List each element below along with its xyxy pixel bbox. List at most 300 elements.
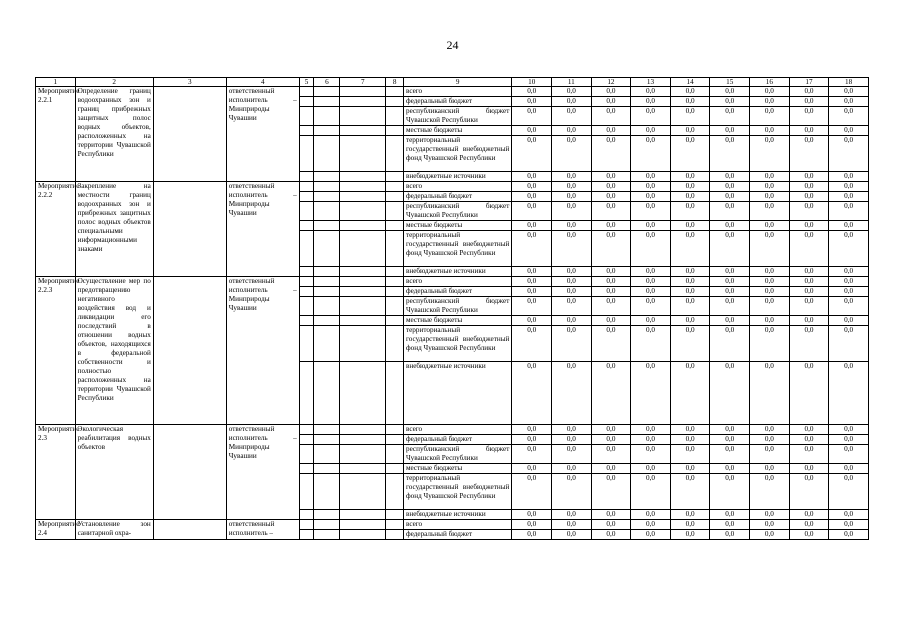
funding-value: 0,0 [829, 316, 869, 326]
budget-code-cell [299, 277, 314, 287]
budget-code-cell [386, 87, 404, 97]
funding-value: 0,0 [591, 425, 631, 435]
budget-code-cell [386, 182, 404, 192]
budget-code-cell [299, 287, 314, 297]
page-number: 24 [446, 38, 459, 52]
funding-value: 0,0 [552, 435, 592, 445]
funding-value: 0,0 [750, 87, 790, 97]
funding-value: 0,0 [710, 287, 750, 297]
budget-code-cell [299, 474, 314, 510]
funding-value: 0,0 [829, 445, 869, 464]
table-row [36, 87, 869, 97]
budget-code-cell [299, 107, 314, 126]
funding-value: 0,0 [710, 445, 750, 464]
budget-code-cell [340, 277, 386, 287]
funding-value: 0,0 [829, 202, 869, 221]
funding-value: 0,0 [591, 202, 631, 221]
funding-value: 0,0 [789, 277, 829, 287]
funding-value: 0,0 [631, 231, 671, 267]
funding-value: 0,0 [670, 297, 710, 316]
funding-value: 0,0 [670, 87, 710, 97]
budget-code-cell [340, 435, 386, 445]
funding-value: 0,0 [512, 277, 552, 287]
budget-code-cell [340, 126, 386, 136]
column-number-header: 11 [552, 78, 592, 87]
funding-value: 0,0 [789, 287, 829, 297]
budget-code-cell [299, 202, 314, 221]
funding-value: 0,0 [591, 316, 631, 326]
funding-value: 0,0 [512, 445, 552, 464]
budget-code-cell [314, 520, 340, 530]
funding-value: 0,0 [631, 297, 671, 316]
funding-value: 0,0 [750, 192, 790, 202]
funding-value: 0,0 [710, 316, 750, 326]
funding-value: 0,0 [789, 107, 829, 126]
funding-value: 0,0 [512, 136, 552, 172]
budget-code-cell [299, 172, 314, 182]
responsible-executor: ответственный исполнитель – Минприроды Чувашии [226, 182, 299, 277]
funding-value: 0,0 [552, 316, 592, 326]
funding-value: 0,0 [512, 107, 552, 126]
budget-code-cell [314, 445, 340, 464]
budget-code-cell [340, 136, 386, 172]
budget-code-cell [299, 510, 314, 520]
funding-source: территориальный государственный внебюджетный фонд Чувашской Республики [403, 231, 511, 267]
budget-code-cell [314, 136, 340, 172]
funding-value: 0,0 [670, 362, 710, 425]
participant-cell [153, 425, 226, 520]
budget-code-cell [340, 87, 386, 97]
column-number-header: 10 [512, 78, 552, 87]
funding-source: федеральный бюджет [403, 97, 511, 107]
funding-source: федеральный бюджет [403, 287, 511, 297]
funding-value: 0,0 [552, 182, 592, 192]
funding-value: 0,0 [829, 182, 869, 192]
funding-value: 0,0 [829, 231, 869, 267]
funding-value: 0,0 [591, 172, 631, 182]
budget-code-cell [340, 362, 386, 425]
funding-value: 0,0 [710, 326, 750, 362]
funding-value: 0,0 [591, 520, 631, 530]
budget-code-cell [314, 474, 340, 510]
budget-code-cell [314, 202, 340, 221]
budget-code-cell [386, 231, 404, 267]
funding-value: 0,0 [750, 474, 790, 510]
budget-code-cell [340, 172, 386, 182]
funding-value: 0,0 [552, 287, 592, 297]
funding-value: 0,0 [631, 172, 671, 182]
budget-code-cell [299, 362, 314, 425]
column-number-header: 9 [403, 78, 511, 87]
funding-value: 0,0 [789, 425, 829, 435]
responsible-executor: ответственный исполнитель – Минприроды Чувашии [226, 277, 299, 425]
budget-code-cell [386, 126, 404, 136]
funding-value: 0,0 [591, 435, 631, 445]
funding-value: 0,0 [631, 87, 671, 97]
funding-value: 0,0 [710, 464, 750, 474]
funding-value: 0,0 [789, 192, 829, 202]
responsible-executor: ответственный исполнитель – Минприроды Чувашии [226, 425, 299, 520]
table-row [36, 182, 869, 192]
funding-value: 0,0 [750, 362, 790, 425]
funding-value: 0,0 [829, 474, 869, 510]
funding-value: 0,0 [631, 126, 671, 136]
funding-value: 0,0 [552, 202, 592, 221]
funding-value: 0,0 [631, 326, 671, 362]
funding-value: 0,0 [631, 277, 671, 287]
funding-value: 0,0 [591, 136, 631, 172]
funding-value: 0,0 [750, 97, 790, 107]
funding-value: 0,0 [552, 530, 592, 540]
budget-code-cell [340, 326, 386, 362]
funding-value: 0,0 [631, 445, 671, 464]
budget-code-cell [299, 520, 314, 530]
budget-code-cell [386, 221, 404, 231]
funding-value: 0,0 [750, 231, 790, 267]
column-number-header: 12 [591, 78, 631, 87]
funding-source: внебюджетные источники [403, 362, 511, 425]
funding-value: 0,0 [829, 362, 869, 425]
funding-value: 0,0 [710, 231, 750, 267]
funding-value: 0,0 [591, 97, 631, 107]
funding-value: 0,0 [789, 445, 829, 464]
column-number-header: 7 [340, 78, 386, 87]
funding-value: 0,0 [670, 182, 710, 192]
funding-value: 0,0 [631, 474, 671, 510]
column-number-header: 15 [710, 78, 750, 87]
funding-source: всего [403, 520, 511, 530]
funding-value: 0,0 [512, 126, 552, 136]
funding-value: 0,0 [710, 362, 750, 425]
funding-value: 0,0 [789, 362, 829, 425]
funding-value: 0,0 [552, 445, 592, 464]
funding-value: 0,0 [710, 297, 750, 316]
funding-value: 0,0 [552, 326, 592, 362]
funding-value: 0,0 [631, 362, 671, 425]
budget-code-cell [299, 267, 314, 277]
funding-value: 0,0 [512, 464, 552, 474]
funding-value: 0,0 [750, 277, 790, 287]
funding-value: 0,0 [591, 326, 631, 362]
funding-value: 0,0 [710, 277, 750, 287]
budget-code-cell [314, 182, 340, 192]
funding-source: республиканский бюджет Чувашской Республики [403, 202, 511, 221]
participant-cell [153, 520, 226, 540]
funding-value: 0,0 [591, 277, 631, 287]
measure-id: Мероприятие 2.4 [36, 520, 76, 540]
funding-value: 0,0 [829, 172, 869, 182]
funding-value: 0,0 [710, 136, 750, 172]
funding-value: 0,0 [710, 192, 750, 202]
budget-code-cell [299, 192, 314, 202]
budget-code-cell [340, 182, 386, 192]
funding-value: 0,0 [710, 126, 750, 136]
funding-value: 0,0 [829, 277, 869, 287]
funding-value: 0,0 [789, 172, 829, 182]
funding-value: 0,0 [552, 107, 592, 126]
budget-code-cell [340, 192, 386, 202]
funding-value: 0,0 [710, 474, 750, 510]
budget-code-cell [314, 530, 340, 540]
funding-value: 0,0 [552, 297, 592, 316]
budget-code-cell [340, 316, 386, 326]
budget-code-cell [340, 202, 386, 221]
budget-code-cell [314, 464, 340, 474]
funding-value: 0,0 [670, 221, 710, 231]
funding-value: 0,0 [631, 136, 671, 172]
funding-value: 0,0 [512, 474, 552, 510]
funding-value: 0,0 [591, 297, 631, 316]
funding-value: 0,0 [670, 520, 710, 530]
funding-value: 0,0 [591, 510, 631, 520]
funding-value: 0,0 [750, 445, 790, 464]
budget-code-cell [386, 316, 404, 326]
budget-code-cell [386, 97, 404, 107]
funding-value: 0,0 [512, 231, 552, 267]
budget-code-cell [299, 316, 314, 326]
budget-code-cell [314, 435, 340, 445]
column-number-row [36, 78, 869, 87]
funding-value: 0,0 [591, 287, 631, 297]
responsible-executor: ответственный исполнитель – [226, 520, 299, 540]
funding-value: 0,0 [710, 97, 750, 107]
funding-table [35, 77, 869, 540]
budget-code-cell [299, 97, 314, 107]
funding-value: 0,0 [710, 87, 750, 97]
funding-value: 0,0 [512, 425, 552, 435]
funding-value: 0,0 [789, 474, 829, 510]
funding-value: 0,0 [670, 445, 710, 464]
funding-value: 0,0 [631, 97, 671, 107]
budget-code-cell [386, 202, 404, 221]
budget-code-cell [299, 445, 314, 464]
funding-value: 0,0 [789, 221, 829, 231]
funding-value: 0,0 [552, 267, 592, 277]
budget-code-cell [314, 362, 340, 425]
funding-value: 0,0 [591, 192, 631, 202]
measure-name: Установление зон санитарной охра- [75, 520, 153, 540]
funding-value: 0,0 [670, 202, 710, 221]
funding-value: 0,0 [750, 530, 790, 540]
budget-code-cell [314, 192, 340, 202]
budget-code-cell [386, 362, 404, 425]
budget-code-cell [340, 530, 386, 540]
funding-value: 0,0 [512, 87, 552, 97]
budget-code-cell [299, 425, 314, 435]
funding-value: 0,0 [670, 316, 710, 326]
funding-value: 0,0 [591, 182, 631, 192]
budget-code-cell [386, 464, 404, 474]
funding-value: 0,0 [631, 316, 671, 326]
funding-source: территориальный государственный внебюджетный фонд Чувашской Республики [403, 474, 511, 510]
funding-source: всего [403, 425, 511, 435]
funding-value: 0,0 [829, 221, 869, 231]
budget-code-cell [314, 172, 340, 182]
funding-value: 0,0 [750, 182, 790, 192]
funding-value: 0,0 [750, 287, 790, 297]
funding-value: 0,0 [829, 326, 869, 362]
column-number-header: 14 [670, 78, 710, 87]
funding-value: 0,0 [591, 267, 631, 277]
funding-value: 0,0 [552, 192, 592, 202]
budget-code-cell [386, 510, 404, 520]
budget-code-cell [314, 425, 340, 435]
funding-value: 0,0 [512, 362, 552, 425]
column-number-header: 13 [631, 78, 671, 87]
budget-code-cell [299, 221, 314, 231]
budget-code-cell [314, 316, 340, 326]
budget-code-cell [299, 464, 314, 474]
measure-name: Экологическая реабилитация водных объектов [75, 425, 153, 520]
funding-value: 0,0 [750, 435, 790, 445]
budget-code-cell [314, 87, 340, 97]
measure-id: Мероприятие 2.2.2 [36, 182, 76, 277]
funding-source: территориальный государственный внебюджетный фонд Чувашской Республики [403, 136, 511, 172]
funding-value: 0,0 [670, 287, 710, 297]
budget-code-cell [340, 297, 386, 316]
budget-code-cell [299, 231, 314, 267]
budget-code-cell [386, 136, 404, 172]
funding-value: 0,0 [789, 510, 829, 520]
funding-source: территориальный государственный внебюджетный фонд Чувашской Республики [403, 326, 511, 362]
funding-value: 0,0 [750, 326, 790, 362]
funding-value: 0,0 [670, 136, 710, 172]
column-number-header: 3 [153, 78, 226, 87]
budget-code-cell [314, 287, 340, 297]
funding-value: 0,0 [789, 297, 829, 316]
funding-value: 0,0 [631, 435, 671, 445]
budget-code-cell [299, 326, 314, 362]
column-number-header: 1 [36, 78, 76, 87]
budget-code-cell [314, 221, 340, 231]
budget-code-cell [340, 425, 386, 435]
budget-code-cell [340, 510, 386, 520]
funding-value: 0,0 [512, 326, 552, 362]
funding-value: 0,0 [552, 520, 592, 530]
funding-value: 0,0 [829, 297, 869, 316]
funding-value: 0,0 [829, 464, 869, 474]
participant-cell [153, 182, 226, 277]
funding-value: 0,0 [631, 530, 671, 540]
funding-value: 0,0 [750, 202, 790, 221]
funding-source: внебюджетные источники [403, 172, 511, 182]
column-number-header: 8 [386, 78, 404, 87]
funding-value: 0,0 [591, 474, 631, 510]
funding-value: 0,0 [512, 267, 552, 277]
budget-code-cell [386, 277, 404, 287]
funding-value: 0,0 [512, 192, 552, 202]
funding-value: 0,0 [829, 107, 869, 126]
funding-value: 0,0 [552, 221, 592, 231]
funding-value: 0,0 [670, 231, 710, 267]
measure-name: Осуществление мер по предотвращению негативного воздействия вод и ликвидации его последствий в отношении водных объектов, находящихся в федеральной собственности и полностью расположенных на территории Чувашской Республики [75, 277, 153, 425]
table-row [36, 520, 869, 530]
funding-value: 0,0 [631, 192, 671, 202]
funding-value: 0,0 [710, 520, 750, 530]
funding-value: 0,0 [631, 267, 671, 277]
funding-value: 0,0 [552, 464, 592, 474]
measure-id: Мероприятие 2.2.1 [36, 87, 76, 182]
funding-value: 0,0 [710, 172, 750, 182]
funding-value: 0,0 [829, 510, 869, 520]
funding-value: 0,0 [552, 136, 592, 172]
funding-value: 0,0 [552, 362, 592, 425]
funding-value: 0,0 [631, 464, 671, 474]
budget-code-cell [386, 530, 404, 540]
funding-value: 0,0 [631, 221, 671, 231]
funding-value: 0,0 [710, 202, 750, 221]
participant-cell [153, 277, 226, 425]
funding-value: 0,0 [829, 425, 869, 435]
funding-value: 0,0 [670, 510, 710, 520]
funding-value: 0,0 [591, 107, 631, 126]
funding-value: 0,0 [789, 267, 829, 277]
funding-value: 0,0 [552, 474, 592, 510]
funding-value: 0,0 [512, 435, 552, 445]
budget-code-cell [314, 297, 340, 316]
funding-value: 0,0 [789, 231, 829, 267]
funding-value: 0,0 [789, 464, 829, 474]
funding-value: 0,0 [552, 126, 592, 136]
funding-value: 0,0 [670, 192, 710, 202]
funding-value: 0,0 [789, 87, 829, 97]
funding-value: 0,0 [591, 126, 631, 136]
budget-code-cell [299, 182, 314, 192]
funding-value: 0,0 [750, 520, 790, 530]
funding-value: 0,0 [789, 316, 829, 326]
funding-source: федеральный бюджет [403, 435, 511, 445]
measure-name: Определение границ водоохранных зон и границ прибрежных защитных полос водных объектов, расположенных на территории Чувашской Республики [75, 87, 153, 182]
funding-source: всего [403, 182, 511, 192]
budget-code-cell [386, 326, 404, 362]
funding-value: 0,0 [631, 182, 671, 192]
funding-value: 0,0 [591, 530, 631, 540]
budget-code-cell [340, 97, 386, 107]
budget-code-cell [386, 267, 404, 277]
funding-value: 0,0 [789, 136, 829, 172]
funding-value: 0,0 [512, 287, 552, 297]
funding-value: 0,0 [552, 172, 592, 182]
measure-id: Мероприятие 2.3 [36, 425, 76, 520]
budget-code-cell [299, 435, 314, 445]
budget-code-cell [386, 425, 404, 435]
funding-value: 0,0 [552, 277, 592, 287]
funding-value: 0,0 [552, 87, 592, 97]
funding-source: местные бюджеты [403, 316, 511, 326]
funding-value: 0,0 [591, 87, 631, 97]
funding-value: 0,0 [512, 172, 552, 182]
budget-code-cell [299, 136, 314, 172]
funding-value: 0,0 [512, 221, 552, 231]
funding-value: 0,0 [789, 326, 829, 362]
funding-value: 0,0 [591, 221, 631, 231]
budget-code-cell [386, 287, 404, 297]
funding-value: 0,0 [789, 182, 829, 192]
table-row [36, 277, 869, 287]
funding-value: 0,0 [670, 267, 710, 277]
funding-source: местные бюджеты [403, 464, 511, 474]
budget-code-cell [386, 192, 404, 202]
funding-value: 0,0 [670, 326, 710, 362]
funding-value: 0,0 [512, 202, 552, 221]
funding-value: 0,0 [670, 172, 710, 182]
budget-code-cell [340, 231, 386, 267]
budget-code-cell [299, 297, 314, 316]
funding-value: 0,0 [552, 510, 592, 520]
funding-value: 0,0 [829, 530, 869, 540]
budget-code-cell [299, 126, 314, 136]
funding-value: 0,0 [512, 297, 552, 316]
